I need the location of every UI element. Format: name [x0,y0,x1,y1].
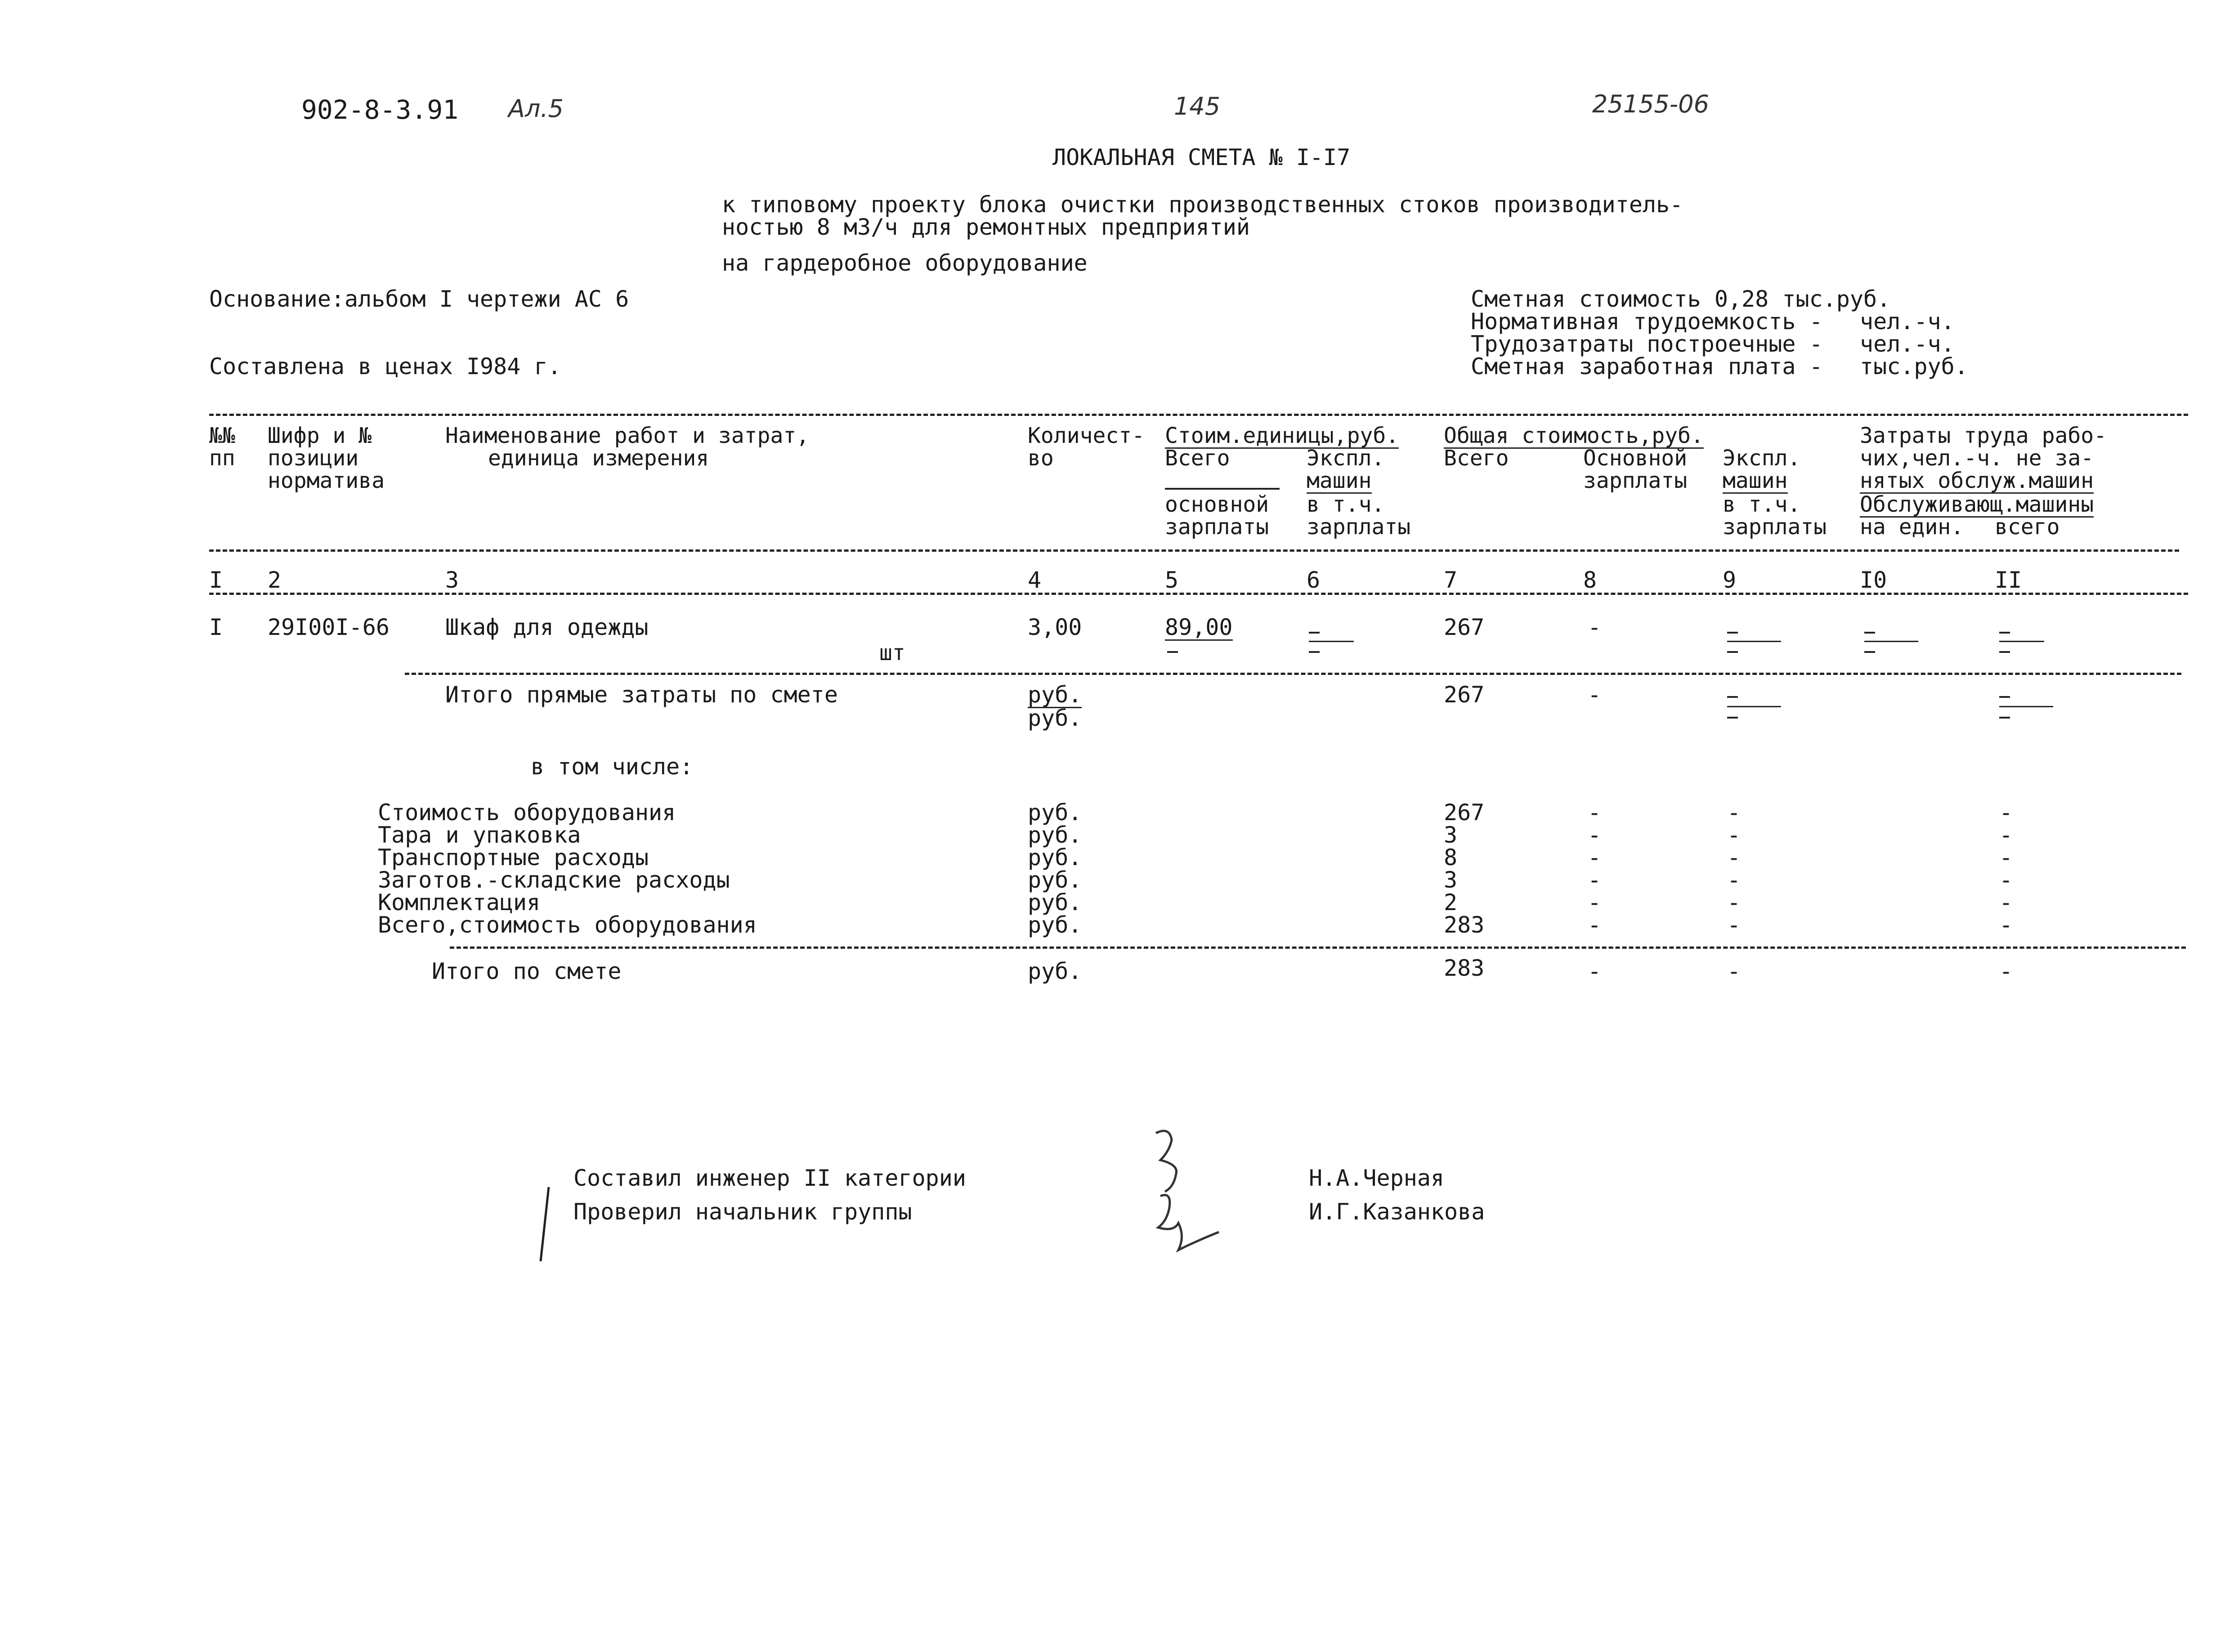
header-c9-2: машин [1723,468,1788,493]
header-c11: всего [1995,514,2060,540]
row1-bottom-rule [405,673,2181,675]
breakdown-c9: - [1727,799,1741,826]
direct-costs-unit-2: руб. [1028,705,1082,731]
including-label: в том числе: [531,754,694,780]
header-total-cost: Общая стоимость,руб. [1444,423,1704,448]
page-number: 145 [1174,92,1221,121]
signature-image [1151,1124,1232,1259]
row1-number: I [209,614,223,640]
header-c9-1: Экспл. [1723,446,1801,471]
grand-total-c9: - [1727,958,1741,984]
breakdown-c9: - [1727,822,1741,848]
header-code-1: Шифр и № [268,423,372,448]
row1-unit-cost-dash [1167,651,1178,653]
header-c9-3: в т.ч. [1723,492,1801,517]
breakdown-c8: - [1588,844,1602,871]
row1-c9-dash-1 [1727,632,1738,634]
header-number-2: пп [209,446,235,471]
header-qty-2: во [1028,446,1054,471]
breakdown-total: 2 [1444,889,1458,915]
direct-c11-dash-1 [1999,696,2010,698]
direct-costs-label: Итого прямые затраты по смете [445,682,838,708]
colnum-5: 5 [1165,567,1179,593]
normative-labor-unit: чел.-ч. [1860,308,1955,335]
header-labor-4: Обслуживающ.машины [1860,492,2094,517]
header-c5-1: Всего [1165,446,1230,471]
row1-c9-dash-3 [1727,651,1738,653]
breakdown-c9: - [1727,889,1741,915]
row1-name: Шкаф для одежды [445,614,649,640]
row1-c10-dash-1 [1864,632,1875,634]
subtitle-line-3: на гардеробное оборудование [722,250,1088,276]
colnum-9: 9 [1723,567,1737,593]
breakdown-total: 3 [1444,822,1458,848]
breakdown-unit: руб. [1028,912,1082,938]
colnum-10: I0 [1860,567,1887,593]
breakdown-c11: - [1999,799,2013,826]
header-code-3: норматива [268,468,385,493]
header-c9-4: зарплаты [1723,514,1827,540]
header-c6-3: в т.ч. [1307,492,1385,517]
colnum-4: 4 [1028,567,1042,593]
colnum-3: 3 [445,567,459,593]
header-code-2: позиции [268,446,359,471]
direct-c11-dash-3 [1999,717,2010,719]
estimated-cost: Сметная стоимость 0,28 тыс.руб. [1471,286,1891,312]
colnum-2: 2 [268,567,282,593]
row1-c6-dash-1 [1309,632,1320,634]
row1-c11-dash-3 [1999,651,2010,653]
colnum-1: I [209,567,223,593]
header-c8-2: зарплаты [1583,468,1688,493]
direct-costs-wage: - [1588,682,1602,708]
colnum-8: 8 [1583,567,1597,593]
row1-unit-cost: 89,00 [1165,614,1233,640]
header-number-1: №№ [209,423,235,448]
grand-total-unit: руб. [1028,958,1082,984]
direct-costs-unit-1: руб. [1028,682,1082,708]
direct-c9-dash-2 [1727,706,1781,707]
estimated-wage-unit: тыс.руб. [1860,353,1968,380]
header-c5-divider [1165,488,1280,490]
direct-c9-dash-1 [1727,696,1738,698]
breakdown-total: 283 [1444,912,1485,938]
header-c7: Всего [1444,446,1509,471]
header-labor-2: чих,чел.-ч. не за- [1860,446,2094,471]
header-labor-1: Затраты труда рабо- [1860,423,2107,448]
header-labor-3: нятых обслуж.машин [1860,468,2094,493]
estimated-wage: Сметная заработная плата - [1471,353,1823,380]
album-code: 902-8-3.91 [301,94,459,125]
breakdown-total: 8 [1444,844,1458,871]
breakdown-name: Тара и упаковка [378,822,581,848]
breakdown-bottom-rule [450,947,2186,949]
breakdown-unit: руб. [1028,822,1082,848]
row1-c10-dash-3 [1864,651,1875,653]
row1-c10-dash-2 [1864,641,1918,642]
breakdown-c8: - [1588,799,1602,826]
header-bottom-rule [209,549,2179,552]
row1-total: 267 [1444,614,1485,640]
row1-wage: - [1588,614,1602,640]
construction-labor: Трудозатраты построечные - [1471,331,1823,357]
basis-text: Основание:альбом I чертежи АС 6 [209,286,629,312]
header-c6-1: Экспл. [1307,446,1385,471]
row1-c6-dash-3 [1309,651,1320,653]
breakdown-name: Комплектация [378,889,541,915]
row1-c9-dash-2 [1727,641,1781,642]
breakdown-unit: руб. [1028,889,1082,915]
grand-total-c8: - [1588,958,1602,984]
colnum-11: II [1995,567,2022,593]
document-number: 25155-06 [1592,90,1709,118]
breakdown-c9: - [1727,912,1741,938]
header-c6-2: машин [1307,468,1372,493]
header-c10: на един. [1860,514,1964,540]
breakdown-c11: - [1999,822,2013,848]
header-name-1: Наименование работ и затрат, [445,423,810,448]
header-name-2: единица измерения [488,446,709,471]
sheet-label: Ал.5 [508,94,564,123]
header-c5-3: зарплаты [1165,514,1269,540]
price-level-text: Составлена в ценах I984 г. [209,353,561,380]
breakdown-unit: руб. [1028,799,1082,826]
compiled-by-name: Н.А.Черная [1309,1165,1445,1191]
breakdown-c11: - [1999,844,2013,871]
construction-labor-unit: чел.-ч. [1860,331,1955,357]
document-title: ЛОКАЛЬНАЯ СМЕТА № I-I7 [1052,144,1351,170]
grand-total-label: Итого по смете [432,958,622,984]
grand-total-c11: - [1999,958,2013,984]
breakdown-c11: - [1999,912,2013,938]
breakdown-total: 3 [1444,867,1458,893]
breakdown-c9: - [1727,844,1741,871]
row1-c6-dash-2 [1309,641,1354,642]
breakdown-c8: - [1588,867,1602,893]
direct-c9-dash-3 [1727,717,1738,719]
breakdown-name: Транспортные расходы [378,844,649,871]
row1-c11-dash-2 [1999,641,2044,642]
direct-costs-total: 267 [1444,682,1485,708]
margin-pen-stroke [531,1183,558,1264]
header-c6-4: зарплаты [1307,514,1411,540]
normative-labor: Нормативная трудоемкость - [1471,308,1823,335]
breakdown-c8: - [1588,889,1602,915]
direct-c11-dash-2 [1999,706,2053,707]
breakdown-name: Заготов.-складские расходы [378,867,730,893]
header-c8-1: Основной [1583,446,1688,471]
grand-total-value: 283 [1444,955,1485,981]
breakdown-c11: - [1999,867,2013,893]
checked-by-label: Проверил начальник группы [573,1199,912,1225]
colnum-7: 7 [1444,567,1458,593]
breakdown-name: Всего,стоимость оборудования [378,912,757,938]
header-qty-1: Количест- [1028,423,1145,448]
breakdown-unit: руб. [1028,844,1082,871]
row1-code: 29I00I-66 [268,614,389,640]
breakdown-c8: - [1588,912,1602,938]
colnum-rule [209,593,2188,595]
breakdown-c8: - [1588,822,1602,848]
breakdown-unit: руб. [1028,867,1082,893]
table-top-rule [209,414,2188,416]
checked-by-name: И.Г.Казанкова [1309,1199,1485,1225]
row1-qty: 3,00 [1028,614,1082,640]
breakdown-name: Стоимость оборудования [378,799,676,826]
colnum-6: 6 [1307,567,1321,593]
breakdown-c11: - [1999,889,2013,915]
breakdown-total: 267 [1444,799,1485,826]
row1-unit: шт [879,640,905,665]
header-c5-2: основной [1165,492,1269,517]
compiled-by-label: Составил инженер II категории [573,1165,966,1191]
subtitle-line-2: ностью 8 м3/ч для ремонтных предприятий [722,214,1250,240]
breakdown-c9: - [1727,867,1741,893]
subtitle-line-1: к типовому проекту блока очистки производственных стоков производитель- [722,192,1683,218]
header-unit-cost: Стоим.единицы,руб. [1165,423,1399,448]
row1-c11-dash-1 [1999,632,2010,634]
